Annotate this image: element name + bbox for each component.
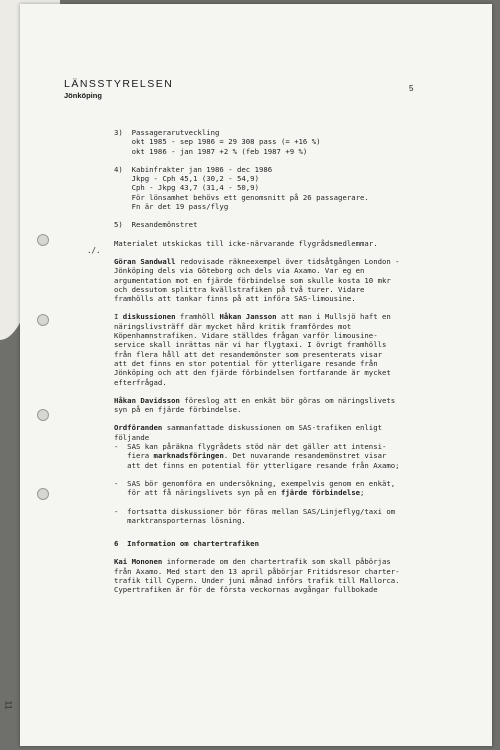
org-name: LÄNSSTYRELSEN (64, 78, 174, 90)
bullet-2: - SAS bör genomföra en undersökning, exempelvis genom en enkät, för att få näringslivets syn på en fjärde förbindelse; (114, 478, 396, 498)
speaker-name: Ordföranden (114, 423, 163, 433)
punch-hole (37, 314, 49, 326)
paragraph-davidsson: Håkan Davidsson föreslog att en enkät bör göras om näringslivets syn på en fjärde förbindelse. (114, 395, 396, 415)
item-3: 3) Passagerarutveckling okt 1985 - sep 1986 = 29 308 pass (= +16 %) okt 1986 - jan 1987 +2 % (feb 1987 +9 %) (114, 128, 321, 156)
letterhead (64, 78, 173, 100)
bullet-1: - SAS kan påräkna flygrådets stöd när det gäller att intensi- fiera marknadsföringen. Det nuvarande resandemönstret visar att det finns en potential för ytterligare resande från Axamo; (114, 442, 400, 470)
punch-hole (37, 488, 49, 500)
paragraph-sandwall: Göran Sandwall redovisade räkneexempel över tidsåtgången London - Jönköping dels via Göteborg och dels via Axamo. Var eg en argumentation mot en fjärde förbindelse som skulle kosta 10 mkr och dessutom splittra kvällstrafiken på två turer. Vidare framhölls att tankar finns på att införa SAS-limousine. (114, 256, 400, 304)
document-body (114, 128, 454, 595)
item-5: 5) Resandemönstret (114, 220, 198, 230)
speaker-name: Göran Sandwall (114, 256, 176, 266)
paragraph-materials: Materialet utskickas till icke-närvarande flygrådsmedlemmar. (114, 238, 378, 248)
speaker-name: Kai Mononen (114, 557, 163, 567)
paragraph-discussion: I diskussionen framhöll Håkan Jansson att man i Mullsjö haft en näringslivsträff där mycket hård kritik framfördes mot Köpenhamnstrafiken. Vidare ställdes frågan varför limousine- service skall inrättas när vi har flygtaxi. I övrigt framhölls från flera håll att det resandemönster som presenterats visar att det finns en stor potential för ytterligare resande från Jönköping och att den fjärde förbindelsen fortfarande är mycket efterfrågad. (114, 312, 391, 387)
paragraph-chair: Ordföranden sammanfattade diskussionen om SAS-trafiken enligt följande (114, 423, 382, 442)
section-heading: 6 Information om chartertrafiken (114, 539, 259, 549)
edge-handwriting: 11 (3, 700, 14, 710)
punch-hole (37, 409, 49, 421)
page-number: 5 (409, 84, 414, 93)
paragraph-mononen: Kai Mononen informerade om den chartertrafik som skall påbörjas från Axamo. Med start den 13 april påbörjar Fritidsresor charter- trafik till Cypern. Under juni månad införs trafik till Mallorca. Cypertrafiken är för de första veckornas avgångar fullbokade (114, 557, 400, 595)
punch-hole (37, 234, 49, 246)
speaker-name: Håkan Davidsson (114, 395, 180, 405)
margin-reference: ./. (87, 246, 101, 255)
dept-name: Jönköping (64, 91, 102, 100)
speaker-name: Håkan Jansson (219, 312, 277, 322)
bullet-3: - fortsatta diskussioner bör föras mellan SAS/Linjeflyg/taxi om marktransporternas lösning. (114, 506, 396, 525)
item-4: 4) Kabinfrakter jan 1986 - dec 1986 Jkpg - Cph 45,1 (30,2 - 54,9) Cph - Jkpg 43,7 (31,4 - 50,9) För lönsamhet behövs ett genomsnitt på 26 passagerare. Fn är det 19 pass/flyg (114, 164, 369, 212)
